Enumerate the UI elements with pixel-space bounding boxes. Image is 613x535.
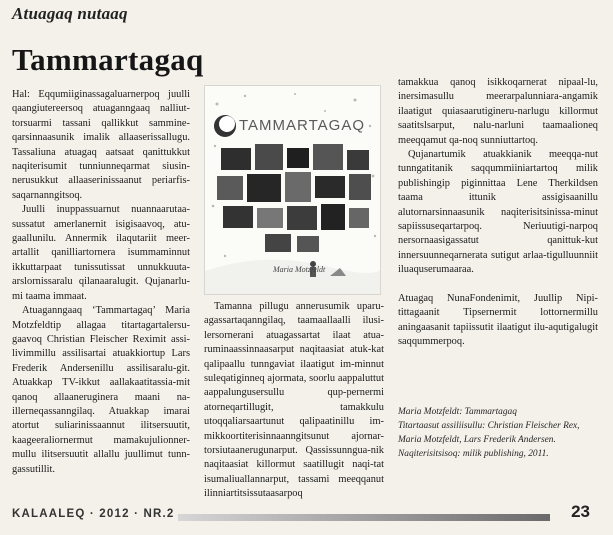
paragraph: Juulli inuppassuarnut nuannaarutaa-sussatut amerlanernit isigisaavoq, atu-gaallunilu. Annermik ilaqutariit meer-artallit qanilliartornera isummaminnut ikkuttarpaat tunissutissat unnukkuuta-arslornissaralu qilanaaralugit. Qujanarlu-mi taama immaat. [12, 204, 190, 302]
credit-line: Naqiterisitsisoq: milik publishing, 2011. [398, 449, 549, 459]
paragraph: Hal: Eqqumiiginassagaluarnerpoq juulli qaangiutereersoq atuaganngaaq nalliut-torsuarmi tassani qallikkut sammine-qarsinnaasunik imalik allaaserissallugu. Tassaliuna atuagaq aatsaat qanittukkut naqiterisumit tunniunneqarmat siusin-nerusukkut allaaserinissaanut periarfis-saqarnanngitsoq. [12, 89, 190, 201]
credit-line: Maria Motzfeldt, Lars Frederik Andersen. [398, 435, 556, 445]
cover-title: TAMMARTAGAQ [239, 117, 366, 134]
paragraph: Tamanna pillugu annerusumik uparu-agassartaqanngilaq, taamaallaalli ilusi-lersornerani atuagassartat ilaat atua-ruminaassinnaasarput naqitaasiat atuk-kat qalipaallu tunngaviat ilaatigut im-minnut suleqatiginneq ajormata, soorlu aappaluttut aappalungusersullu qup-pernermi atorneqartillugit, tamakkulu utoqqaliarsaartunut qalipaatinillu im-mikkoortiterisinnaanngitsunut ajornar-torsiutaanerugunarput. Qassissunngua-nik naqitaasiat killormut saatillugit naqi-tat isumaliuallannarput, tassami meeqqanut ilinniartitsissutaasarpoq [204, 301, 384, 500]
cover-signature: Maria Motzfeldt [273, 265, 326, 274]
paragraph: Atuaganngaaq ‘Tammartagaq’ Maria Motzfeldtip allagaa titartagartalersu-gaavoq Christian Fleischer Reximit assi-livimmillu assilisartai atuakkiortup Lars Frederik Andersenillu assilisaralu-git. Atuakkap TV-ikkut aallakaatitassia-mit qanoq allaaneruginera maani na-illerneqassanngilaq. Atuakkap imarai atortut suliarinissaannut ilitsersuutit, kaageeraliornermut mamakujulionner-mullu ilitsersuutit allallu juullimut tunn-gassutillit. [12, 305, 190, 475]
paragraph: Atuagaq NunaFondenimit, Juullip Nipi-tittagaanit Tipsernermit lottornermillu aningaasanit tapiissutit ilaatigut ilu-aqutigalugit saqqummerpoq. [398, 292, 598, 347]
magazine-issue: KALAALEQ · 2012 · NR.2 [12, 508, 175, 520]
article-column-3 [398, 76, 598, 349]
paragraph: tamakkua qanoq isikkoqarnerat nipaal-lu, inersimasullu meerarpalunniara-angamik ilaatigut quiasaarutigineru-narlugu killormut saatitslsarput, nalu-narluni taamaalioneq meeqqamut qa-noq sunniuttartoq. [398, 77, 598, 146]
article-title: Tammartagaq [12, 42, 204, 77]
credit-line: Titartaasut assiliisullu: Christian Fleischer Rex, [398, 421, 580, 431]
section-label: Atuagaq nutaaq [12, 4, 128, 23]
page-footer [12, 502, 602, 528]
article-column-2 [204, 300, 384, 502]
footer-rule [178, 514, 550, 521]
page-number: 23 [571, 502, 590, 521]
paragraph: Qujanartumik atuakkianik meeqqa-nut tunngatitanik saqqummiiniartartoq milik publishingip piginnittaa Lene Therkildsen taama ittunik assigisaanillu alutornarsinnaasunik naqiterisitsinissa-minut sapiissuseqartarpoq. Neriuutigi-narpoq nersornaasigassatut qanittuk-kut innersuunneqarnerata sutigut arlaa-tigulluunniit iluaquserumaaraa. [398, 149, 598, 276]
credit-line: Maria Motzfeldt: Tammartagaq [398, 407, 517, 417]
book-credits [398, 405, 603, 461]
book-cover-image [204, 85, 381, 295]
article-column-1 [12, 88, 190, 477]
